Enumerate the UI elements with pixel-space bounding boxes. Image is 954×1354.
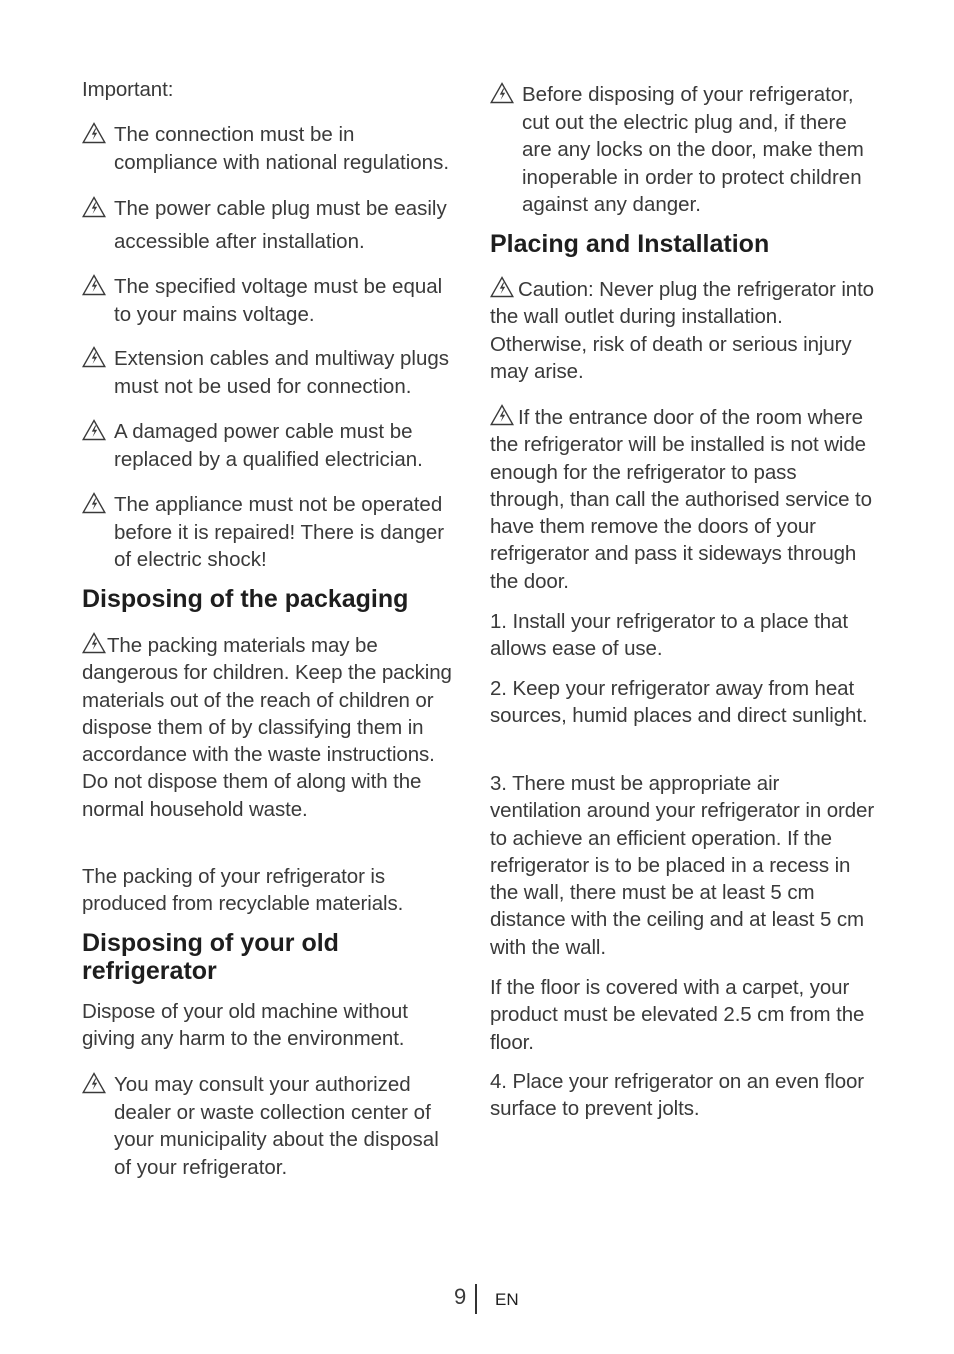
warning-triangle-icon	[82, 122, 106, 144]
warning-triangle-icon	[82, 492, 106, 514]
step-4: 4. Place your refrigerator on an even floor surface to prevent jolts.	[490, 1070, 865, 1121]
warning-triangle-icon	[82, 1072, 106, 1094]
warning-voltage	[82, 273, 460, 328]
footer-divider	[475, 1284, 477, 1314]
warning-cut-plug	[490, 81, 876, 219]
heading-disposing-packaging: Disposing of the packaging	[82, 585, 409, 613]
warning-text: The specified voltage must be equal to your mains voltage.	[114, 275, 443, 326]
packaging-recyclable: The packing of your refrigerator is produced from recyclable materials.	[82, 865, 404, 916]
step-3: 3. There must be appropriate air ventilation around your refrigerator in order to achieve an efficient operation. If the refrigerator is to be placed in a recess in the wall, there must be at least 5 cm distance with the ceiling and at least 5 cm with the wall.	[490, 772, 875, 959]
step-2: 2. Keep your refrigerator away from heat sources, humid places and direct sunlight.	[490, 677, 868, 728]
warning-triangle-icon	[82, 632, 106, 654]
warning-text: A damaged power cable must be replaced by a qualified electrician.	[114, 420, 423, 471]
door-note-text: If the entrance door of the room where the refrigerator will be installed is not wide enough for the refrigerator to pass through, than call the authorised service to have them remove the doors of your refrigerator and pass it sideways through the door.	[490, 406, 872, 593]
caution-paragraph	[490, 276, 876, 385]
warning-triangle-icon	[82, 274, 106, 296]
warning-text: You may consult your authorized dealer or waste collection center of your municipality about the disposal of your refrigerator.	[114, 1073, 439, 1179]
warning-repair	[82, 491, 460, 574]
warning-triangle-icon	[82, 196, 106, 218]
heading-disposing-old-refrigerator: Disposing of your old refrigerator	[82, 929, 339, 985]
warning-triangle-icon	[82, 419, 106, 441]
old-fridge-paragraph: Dispose of your old machine without giving any harm to the environment.	[82, 1000, 408, 1051]
heading-placing-installation: Placing and Installation	[490, 230, 770, 258]
warning-consult-dealer	[82, 1071, 460, 1181]
page-footer	[0, 1282, 954, 1316]
warning-text: Before disposing of your refrigerator, cut out the electric plug and, if there are any locks on the door, make them inoperable in order to protect children against any danger.	[522, 83, 864, 216]
warning-triangle-icon	[490, 404, 514, 426]
carpet-note: If the floor is covered with a carpet, your product must be elevated 2.5 cm from the floor.	[490, 976, 865, 1054]
warning-triangle-icon	[490, 276, 514, 298]
warning-text: The connection must be in compliance with national regulations.	[114, 123, 450, 174]
door-note-paragraph	[490, 404, 876, 595]
warning-connection	[82, 121, 460, 176]
caution-text: Caution: Never plug the refrigerator into the wall outlet during installation. Otherwise, risk of death or serious injury may arise.	[490, 278, 874, 383]
warning-text: The power cable plug must be easily accessible after installation.	[114, 197, 447, 253]
warning-triangle-icon	[82, 346, 106, 368]
packaging-warning	[82, 632, 460, 823]
important-label: Important:	[82, 78, 174, 101]
warning-triangle-icon	[490, 82, 514, 104]
warning-plug-access	[82, 192, 460, 258]
warning-text: Extension cables and multiway plugs must not be used for connection.	[114, 347, 450, 398]
warning-damaged-cable	[82, 418, 460, 473]
warning-text: The appliance must not be operated before it is repaired! There is danger of electric shock!	[114, 493, 445, 571]
page-number: 9	[454, 1284, 467, 1309]
warning-extension	[82, 345, 460, 400]
packaging-warning-text: The packing materials may be dangerous for children. Keep the packing materials out of the reach of children or dispose them of by classifying them in accordance with the waste instructions. Do not dispose them of along with the normal household waste.	[82, 634, 452, 821]
language-code: EN	[495, 1290, 519, 1309]
step-1: 1. Install your refrigerator to a place that allows ease of use.	[490, 610, 848, 661]
